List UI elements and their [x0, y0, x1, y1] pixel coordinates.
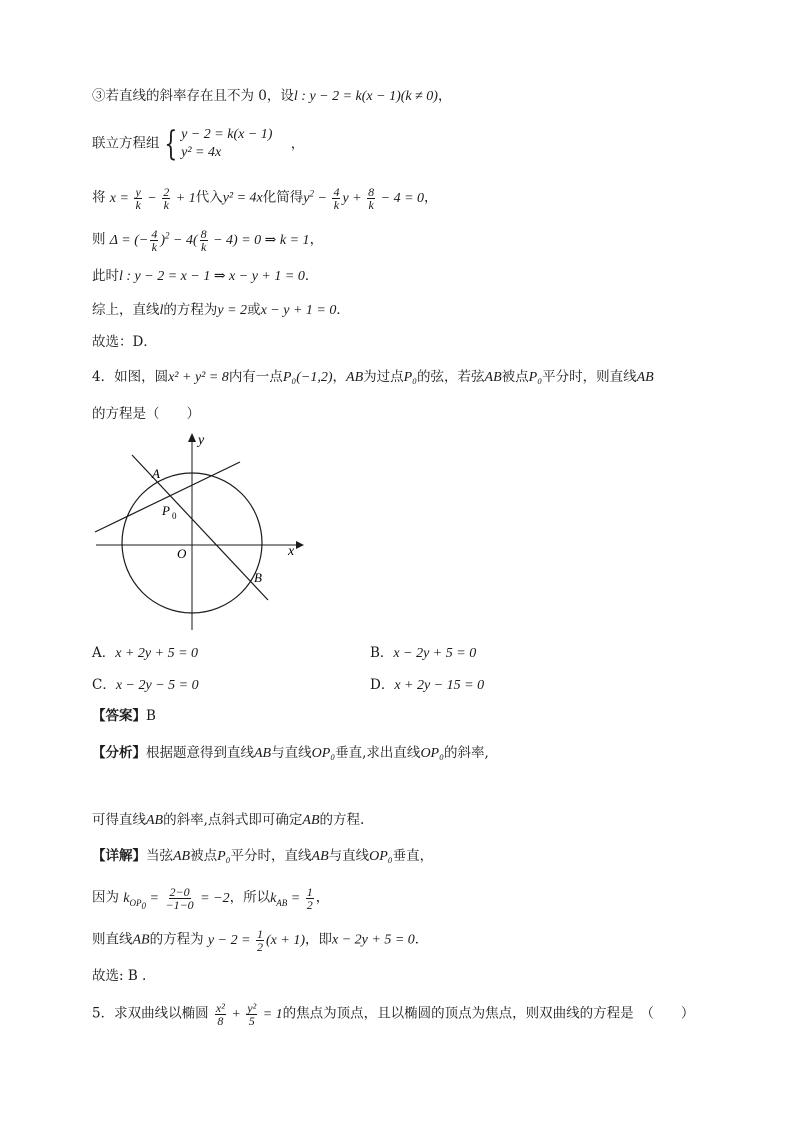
y-axis-arrow	[188, 433, 196, 442]
brace-symbol: {	[163, 124, 177, 164]
text: 4．如图，圆	[92, 369, 169, 385]
text: 的弦，若弦	[417, 369, 485, 385]
option-letter: B．	[370, 645, 394, 661]
math-var: AB	[346, 370, 364, 385]
text: 为过点	[363, 369, 404, 385]
text: 的方程.	[319, 812, 365, 828]
math-var: P₀	[217, 849, 231, 864]
text: 综上，直线	[92, 302, 160, 318]
detail-line-2	[92, 886, 329, 911]
analysis-line-2	[92, 810, 364, 831]
math-var: OP₀	[311, 746, 336, 761]
math-expression: x − y + 1 = 0	[260, 303, 337, 318]
solution-line-1	[92, 86, 451, 107]
math-slope-ab: $k_{AB}$ = $\frac{1}{2}$	[270, 885, 313, 912]
math-var: AB	[173, 849, 191, 864]
math-substitution: x = $\frac{y}{k}$ − $\frac{2}{k}$ + 1	[109, 185, 196, 212]
option-b[interactable]	[370, 643, 476, 664]
x-axis-arrow	[296, 541, 304, 549]
math-simplified: $y^2$ − $\frac{4}{k}$ y + $\frac{8}{k}$ − 4 = 0	[303, 185, 425, 212]
math-expression: y = 2	[217, 303, 248, 318]
text: 的斜率,点斜式即可确定	[163, 812, 303, 828]
text: ，	[437, 88, 452, 104]
text: 被点	[501, 369, 529, 385]
text: 的方程为	[149, 931, 204, 948]
option-letter: D．	[370, 677, 395, 693]
math-var: AB	[484, 370, 502, 385]
text: ．	[304, 268, 319, 284]
second-line	[95, 462, 240, 532]
equation: y − 2 = k(x − 1)	[181, 127, 273, 142]
math-var: AB	[132, 932, 150, 948]
solution-choose-d: 故选：D．	[92, 334, 157, 350]
text: 5．求双曲线以椭圆	[92, 1005, 209, 1022]
math-discriminant: Δ = (− $\frac{4}{k}$ )$^2$ − 4( $\frac{8}{k}$ − 4) = 0 ⇒ k = 1	[109, 227, 310, 254]
text: 根据题意得到直线	[146, 745, 254, 761]
option-text: x + 2y − 15 = 0	[394, 678, 485, 693]
text: 可得直线	[92, 812, 146, 828]
text: ，	[309, 231, 324, 248]
label-b: B	[254, 570, 262, 585]
text: 代入	[195, 189, 223, 206]
label-a: A	[152, 466, 160, 481]
solution-line-2	[92, 126, 304, 162]
question-4-stem-line-1	[92, 367, 654, 388]
detail-line-1	[92, 846, 433, 867]
text: 内有一点	[228, 369, 283, 385]
solution-line-3	[92, 186, 438, 211]
detail-tag: 【详解】	[92, 848, 146, 864]
text: 联立方程组	[92, 135, 160, 152]
label-x: x	[288, 544, 295, 559]
option-letter: C．	[92, 677, 116, 693]
option-letter: A．	[92, 645, 116, 661]
label-y: y	[198, 433, 205, 448]
text: 垂直,求出直线	[335, 745, 421, 761]
math-expression: x − 2y + 5 = 0	[332, 932, 415, 948]
label-origin: O	[177, 546, 187, 561]
math-expression: l : y − 2 = x − 1 ⇒ x − y + 1 = 0	[119, 269, 305, 284]
text: 被点	[190, 848, 218, 864]
text: 则直线	[92, 931, 133, 948]
text: 当弦	[146, 848, 173, 864]
text: 垂直，	[392, 848, 434, 864]
text: 化简得	[262, 189, 304, 206]
text: ．	[414, 931, 429, 948]
text: ，	[332, 369, 347, 385]
text: 则	[92, 231, 106, 248]
equation: y² = 4x	[181, 145, 222, 160]
option-a[interactable]	[92, 643, 198, 664]
math-var: OP₀	[420, 746, 444, 761]
text: ，即	[305, 931, 333, 948]
math-var: P₀	[528, 370, 543, 385]
question-4-stem-line-2: 的方程是（ ）	[92, 406, 200, 422]
equation-system	[181, 126, 272, 162]
text: ，	[315, 889, 330, 906]
detail-choose-b: 故选: B .	[92, 968, 147, 984]
text: ③若直线的斜率存在且不为 0，设	[92, 88, 294, 104]
option-c[interactable]	[92, 675, 199, 696]
detail-line-3	[92, 928, 428, 953]
circle-chord-figure	[92, 430, 312, 636]
label-p0-subscript: 0	[172, 511, 177, 521]
math-var: OP₀	[369, 849, 393, 864]
math-point-slope: y − 2 = $\frac{1}{2}$ (x + 1)	[207, 927, 306, 954]
answer-tag: 【答案】	[92, 708, 146, 724]
text: 的斜率,	[443, 745, 489, 761]
option-text: x − 2y − 5 = 0	[115, 678, 199, 693]
text: ，	[290, 135, 305, 152]
math-var: AB	[146, 813, 164, 828]
text: ，所以	[229, 889, 271, 906]
answer-line	[92, 706, 156, 726]
text: 平分时，则直线	[542, 369, 637, 385]
math-slope-op0: $k_{OP_0}$ = $\frac{2-0}{-1-0}$ = −2	[123, 885, 230, 912]
label-p0: P	[162, 503, 170, 518]
math-var: AB	[254, 746, 272, 761]
math-circle-equation: x² + y² = 8	[168, 370, 229, 385]
text: 的方程为	[163, 302, 218, 318]
text: 与直线	[271, 745, 312, 761]
solution-line-4	[92, 228, 323, 253]
math-expression: l : y − 2 = k(x − 1)(k ≠ 0)	[293, 89, 438, 104]
math-var: P₀	[403, 370, 418, 385]
analysis-line-1	[92, 743, 489, 764]
answer-value: B	[146, 708, 156, 724]
option-text: x − 2y + 5 = 0	[393, 646, 477, 661]
text: 与直线	[328, 848, 370, 864]
text: 或	[247, 302, 261, 318]
math-var: AB	[302, 813, 320, 828]
option-d[interactable]	[370, 675, 484, 696]
text: 因为	[92, 889, 119, 906]
option-text: x + 2y + 5 = 0	[115, 646, 199, 661]
text: ．	[336, 302, 350, 318]
math-expression: y² = 4x	[222, 190, 263, 206]
math-var: l	[159, 303, 164, 318]
text: 的焦点为顶点，且以椭圆的顶点为焦点，则双曲线的方程是 （ ）	[282, 1005, 695, 1022]
math-ellipse-equation: $\frac{\text{x²}}{8}$ + $\frac{\text{y²}}{5}$ = 1	[215, 1001, 283, 1028]
text: 此时	[92, 268, 119, 284]
question-5-stem	[92, 1002, 694, 1027]
text: 将	[92, 189, 106, 206]
math-point: P₀(−1,2)	[282, 370, 333, 385]
math-var: AB	[311, 849, 329, 864]
solution-line-5	[92, 266, 318, 287]
analysis-tag: 【分析】	[92, 745, 146, 761]
solution-line-6	[92, 300, 350, 321]
text: ，	[424, 189, 438, 206]
text: 平分时，直线	[230, 848, 312, 864]
math-var: AB	[636, 370, 654, 385]
